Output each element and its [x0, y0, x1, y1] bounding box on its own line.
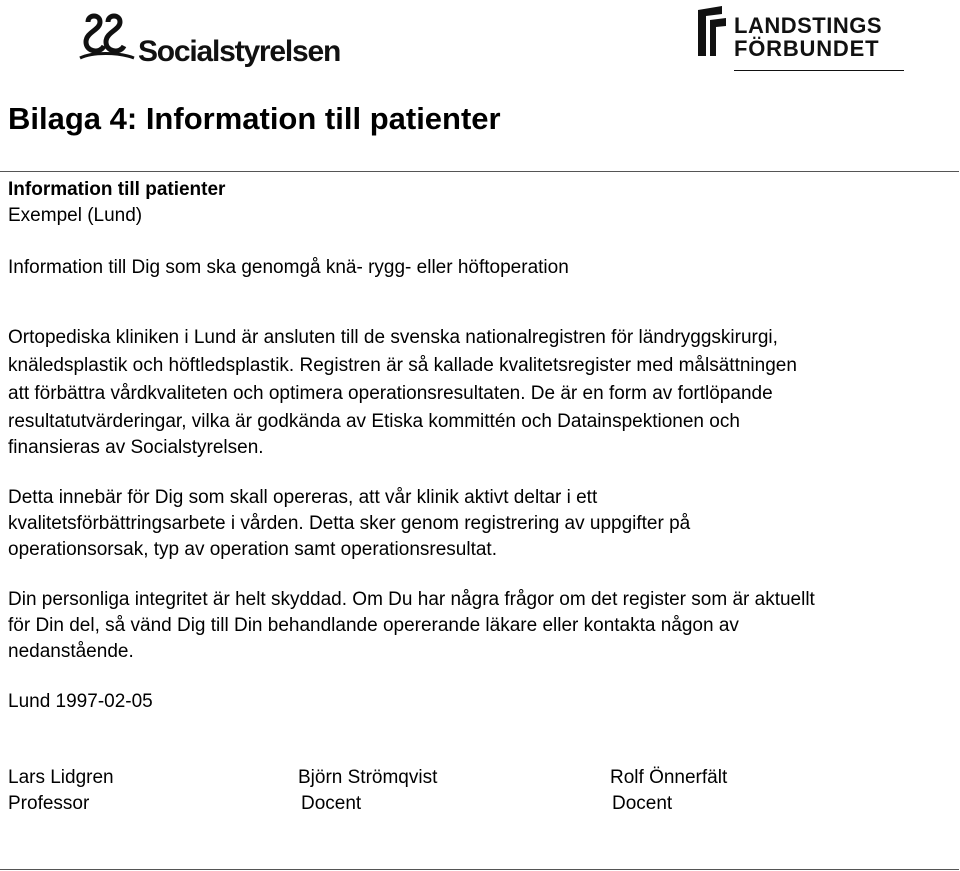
paragraph-3-line: nedanstående.	[8, 641, 134, 662]
landstingsforbundet-emblem-icon	[692, 2, 732, 62]
paragraph-2-line: Detta innebär för Dig som skall opereras, att vår klinik aktivt deltar i ett	[8, 487, 598, 508]
paragraph-1-line: att förbättra vårdkvaliteten och optimera operationsresultaten. De är en form av fortlöpande	[8, 383, 773, 404]
paragraph-1-line: resultatutvärderingar, vilka är godkända av Etiska kommittén och Datainspektionen och	[8, 411, 740, 432]
signatory-title: Professor	[8, 793, 90, 814]
logo-line-2: FÖRBUNDET	[734, 36, 880, 61]
paragraph-3-line: Din personliga integritet är helt skyddad. Om Du har några frågor om det register som är aktuellt	[8, 589, 815, 610]
signatory-name: Björn Strömqvist	[298, 767, 438, 788]
paragraph-1-line: knäledsplastik och höftledsplastik. Registren är så kallade kvalitetsregister med målsättningen	[8, 355, 797, 376]
box-heading: Information till patienter	[8, 179, 226, 200]
paragraph-2-line: operationsorsak, typ av operation samt operationsresultat.	[8, 539, 497, 560]
socialstyrelsen-wordmark: Socialstyrelsen	[138, 35, 341, 68]
page-title: Bilaga 4: Information till patienter	[8, 101, 501, 136]
landstingsforbundet-logo	[692, 2, 904, 72]
signatory-name: Lars Lidgren	[8, 767, 114, 788]
example-label: Exempel (Lund)	[8, 205, 143, 226]
paragraph-1-line: finansieras av Socialstyrelsen.	[8, 437, 264, 458]
socialstyrelsen-emblem-icon	[78, 8, 138, 68]
socialstyrelsen-logo	[78, 8, 341, 68]
paragraph-2-line: kvalitetsförbättringsarbete i vården. Detta sker genom registrering av uppgifter på	[8, 513, 691, 534]
signatory-name: Rolf Önnerfält	[610, 767, 728, 788]
date-line: Lund 1997-02-05	[8, 691, 153, 712]
signatory-title: Docent	[612, 793, 673, 814]
paragraph-1-line: Ortopediska kliniken i Lund är ansluten till de svenska nationalregistren för ländryggskirurgi,	[8, 327, 778, 348]
intro-line: Information till Dig som ska genomgå knä- rygg- eller höftoperation	[8, 257, 569, 278]
logo-underline	[734, 70, 904, 71]
logo-line-1: LANDSTINGS	[734, 13, 882, 38]
paragraph-3-line: för Din del, så vänd Dig till Din behandlande opererande läkare eller kontakta någon av	[8, 615, 739, 636]
signatory-title: Docent	[301, 793, 362, 814]
